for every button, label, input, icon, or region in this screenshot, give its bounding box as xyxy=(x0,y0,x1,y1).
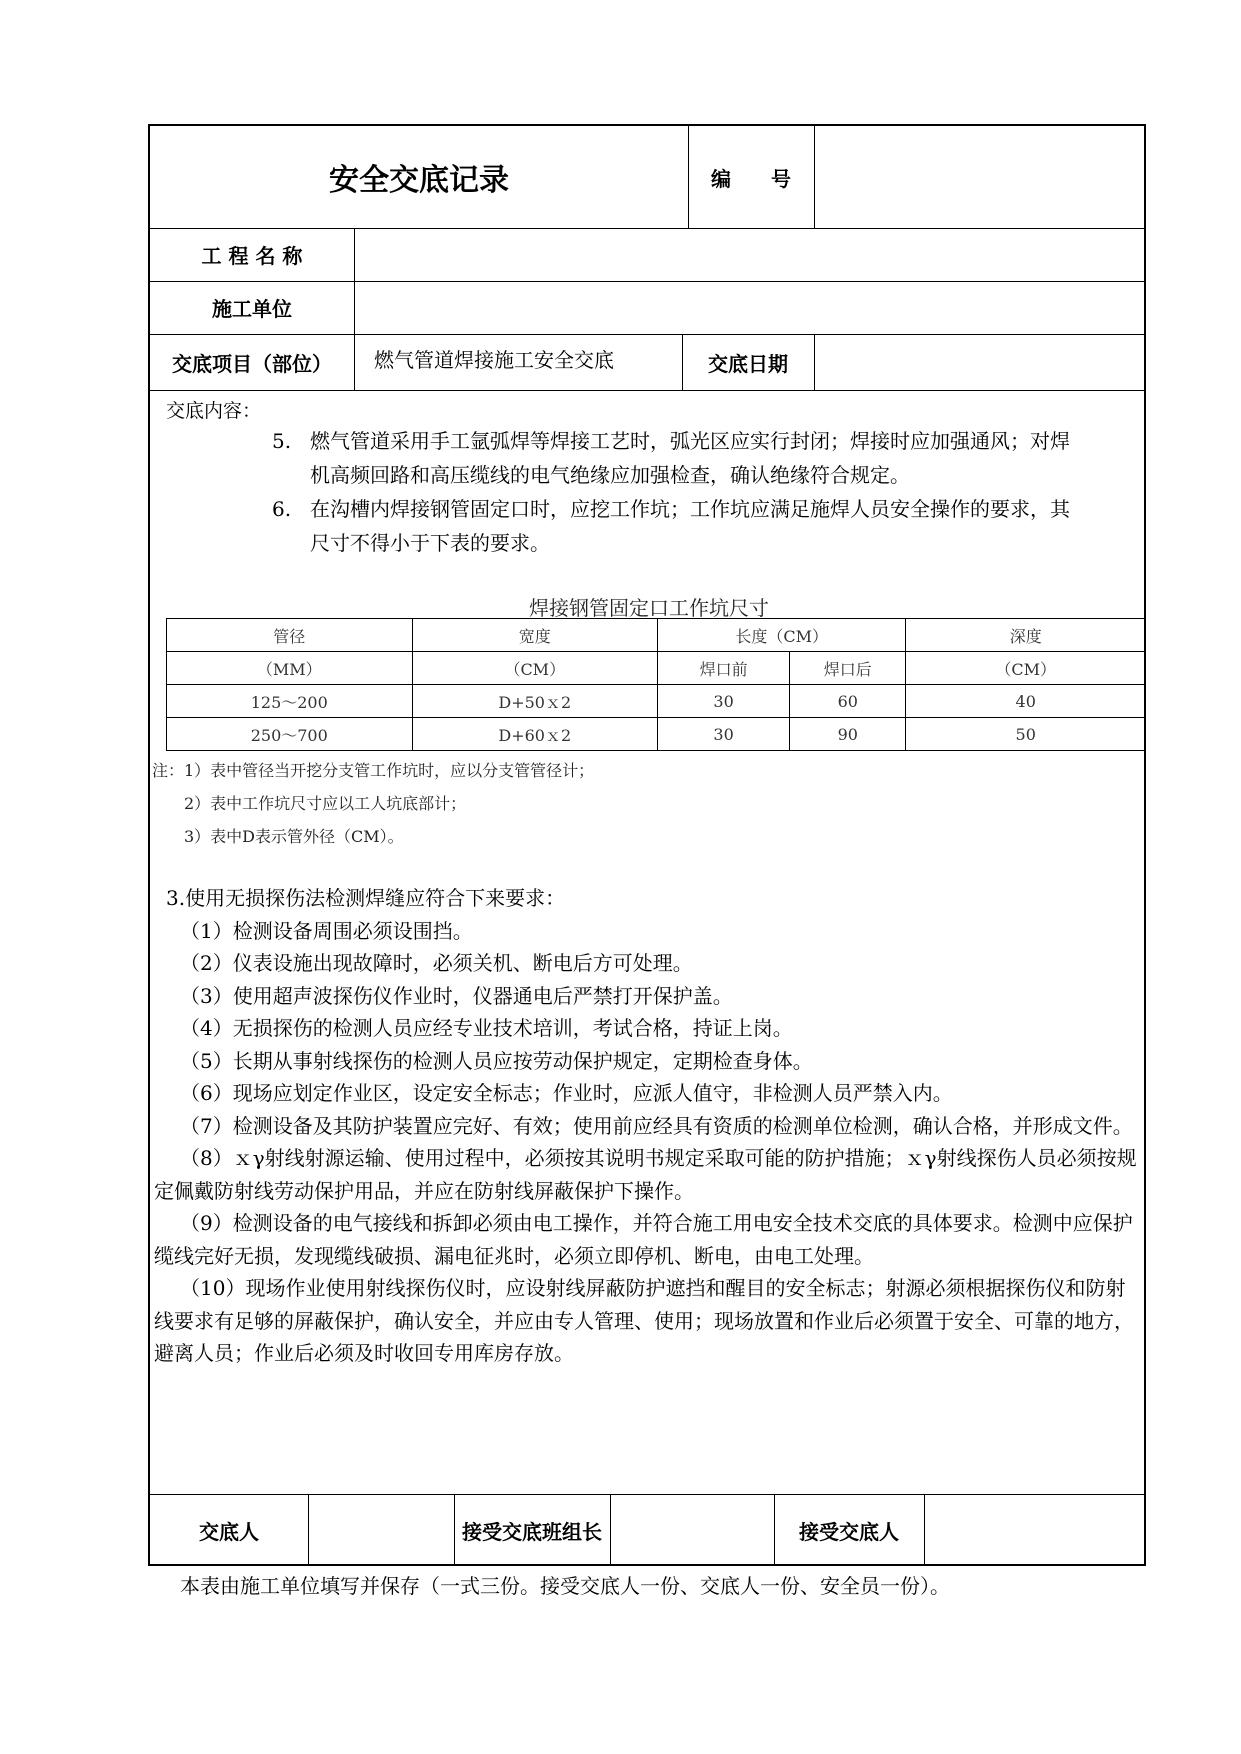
safety-briefing-form xyxy=(148,124,1146,1566)
cell-diameter: 125～200 xyxy=(167,685,413,718)
content-label: 交底内容： xyxy=(166,400,262,422)
item-number: 6. xyxy=(272,497,292,521)
body-paragraph: （6）现场应划定作业区，设定安全标志；作业时，应派人值守，非检测人员严禁入内。 xyxy=(180,1081,953,1105)
cell-before: 30 xyxy=(658,718,790,751)
construction-unit-label: 施工单位 xyxy=(212,297,292,321)
header-before: 焊口前 xyxy=(658,652,790,685)
construction-unit-field[interactable] xyxy=(354,281,1146,334)
body-paragraph: （2）仪表设施出现故障时，必须关机、断电后方可处理。 xyxy=(180,951,693,975)
cell-diameter: 250～700 xyxy=(167,718,413,751)
table-caption: 焊接钢管固定口工作坑尺寸 xyxy=(529,596,769,620)
cell-before: 30 xyxy=(658,685,790,718)
receiver-label: 接受交底人 xyxy=(799,1519,899,1544)
team-leader-label: 接受交底班组长 xyxy=(462,1519,602,1544)
footer-note: 本表由施工单位填写并保存（一式三份。接受交底人一份、交底人一份、安全员一份）。 xyxy=(180,1574,950,1598)
item-line: 机高频回路和高压缆线的电气绝缘应加强检查，确认绝缘符合规定。 xyxy=(310,463,910,487)
body-paragraph: （9）检测设备的电气接线和拆卸必须由电工操作，并符合施工用电安全技术交底的具体要求。检测中应保护缆线完好无损，发现缆线破损、漏电征兆时，必须立即停机、断电，由电工处理。 xyxy=(154,1211,1133,1268)
number-label: 编 号 xyxy=(711,166,791,191)
item-line: 在沟槽内焊接钢管固定口时，应挖工作坑；工作坑应满足施焊人员安全操作的要求，其 xyxy=(310,497,1070,521)
pit-size-table xyxy=(166,618,1146,751)
body-paragraph: （5）长期从事射线探伤的检测人员应按劳动保护规定，定期检查身体。 xyxy=(180,1048,813,1073)
header-diameter-unit: （MM） xyxy=(167,652,413,685)
row-divider xyxy=(150,390,1144,391)
body-paragraph: 3.使用无损探伤法检测焊缝应符合下来要求： xyxy=(166,886,566,910)
header-width-unit: （CM） xyxy=(412,652,657,685)
header-length: 长度（CM） xyxy=(658,619,906,652)
table-row xyxy=(167,718,1146,751)
table-note: 3）表中D表示管外径（CM）。 xyxy=(184,827,404,846)
project-name-label: 工 程 名 称 xyxy=(201,244,303,268)
project-name-field[interactable] xyxy=(354,228,1146,281)
table-row xyxy=(167,685,1146,718)
item-line: 尺寸不得小于下表的要求。 xyxy=(310,531,550,555)
cell-after: 90 xyxy=(790,718,906,751)
form-title: 安全交底记录 xyxy=(329,163,509,198)
presenter-field[interactable] xyxy=(308,1494,454,1566)
briefing-date-label: 交底日期 xyxy=(708,351,788,376)
cell-width: D+60ｘ2 xyxy=(412,718,657,751)
presenter-label: 交底人 xyxy=(199,1519,259,1544)
body-paragraph: （7）检测设备及其防护装置应完好、有效；使用前应经具有资质的检测单位检测，确认合格，并形成文件。 xyxy=(180,1113,1133,1138)
body-paragraph: （10）现场作业使用射线探伤仪时，应设射线屏蔽防护遮挡和醒目的安全标志；射源必须根据探伤仪和防射线要求有足够的屏蔽保护，确认安全，并应由专人管理、使用；现场放置和作业后必须置于安全、可靠的地方，避离人员；作业后必须及时收回专用库房存放。 xyxy=(154,1276,1134,1365)
team-leader-field[interactable] xyxy=(610,1494,774,1566)
cell-after: 60 xyxy=(790,685,906,718)
table-note: 2）表中工作坑尺寸应以工人坑底部计； xyxy=(184,794,467,813)
header-width: 宽度 xyxy=(412,619,657,652)
briefing-item-field[interactable]: 燃气管道焊接施工安全交底 xyxy=(374,348,614,372)
cell-width: D+50ｘ2 xyxy=(412,685,657,718)
header-after: 焊口后 xyxy=(790,652,906,685)
header-depth: 深度 xyxy=(906,619,1146,652)
body-paragraph: （3）使用超声波探伤仪作业时，仪器通电后严禁打开保护盖。 xyxy=(180,983,733,1008)
body-paragraph: （8）ｘγ射线射源运输、使用过程中，必须按其说明书规定采取可能的防护措施；ｘγ射线探伤人员必须按规定佩戴防射线劳动保护用品，并应在防射线屏蔽保护下操作。 xyxy=(154,1146,1137,1203)
table-header-row xyxy=(167,619,1146,652)
cell-depth: 40 xyxy=(906,685,1146,718)
header-depth-unit: （CM） xyxy=(906,652,1146,685)
briefing-item-label: 交底项目（部位） xyxy=(172,351,332,376)
cell-depth: 50 xyxy=(906,718,1146,751)
header-diameter: 管径 xyxy=(167,619,413,652)
receiver-field[interactable] xyxy=(924,1494,1146,1566)
table-header-row xyxy=(167,652,1146,685)
item-number: 5. xyxy=(272,429,292,453)
number-field[interactable] xyxy=(814,126,1146,228)
briefing-date-field[interactable] xyxy=(814,334,1146,390)
briefing-body xyxy=(154,882,1142,1370)
item-line: 燃气管道采用手工氩弧焊等焊接工艺时，弧光区应实行封闭；焊接时应加强通风；对焊 xyxy=(310,429,1070,453)
body-paragraph: （1）检测设备周围必须设围挡。 xyxy=(180,918,473,943)
table-note: 注：1）表中管径当开挖分支管工作坑时，应以分支管管径计； xyxy=(152,761,595,780)
body-paragraph: （4）无损探伤的检测人员应经专业技术培训，考试合格，持证上岗。 xyxy=(180,1016,793,1040)
